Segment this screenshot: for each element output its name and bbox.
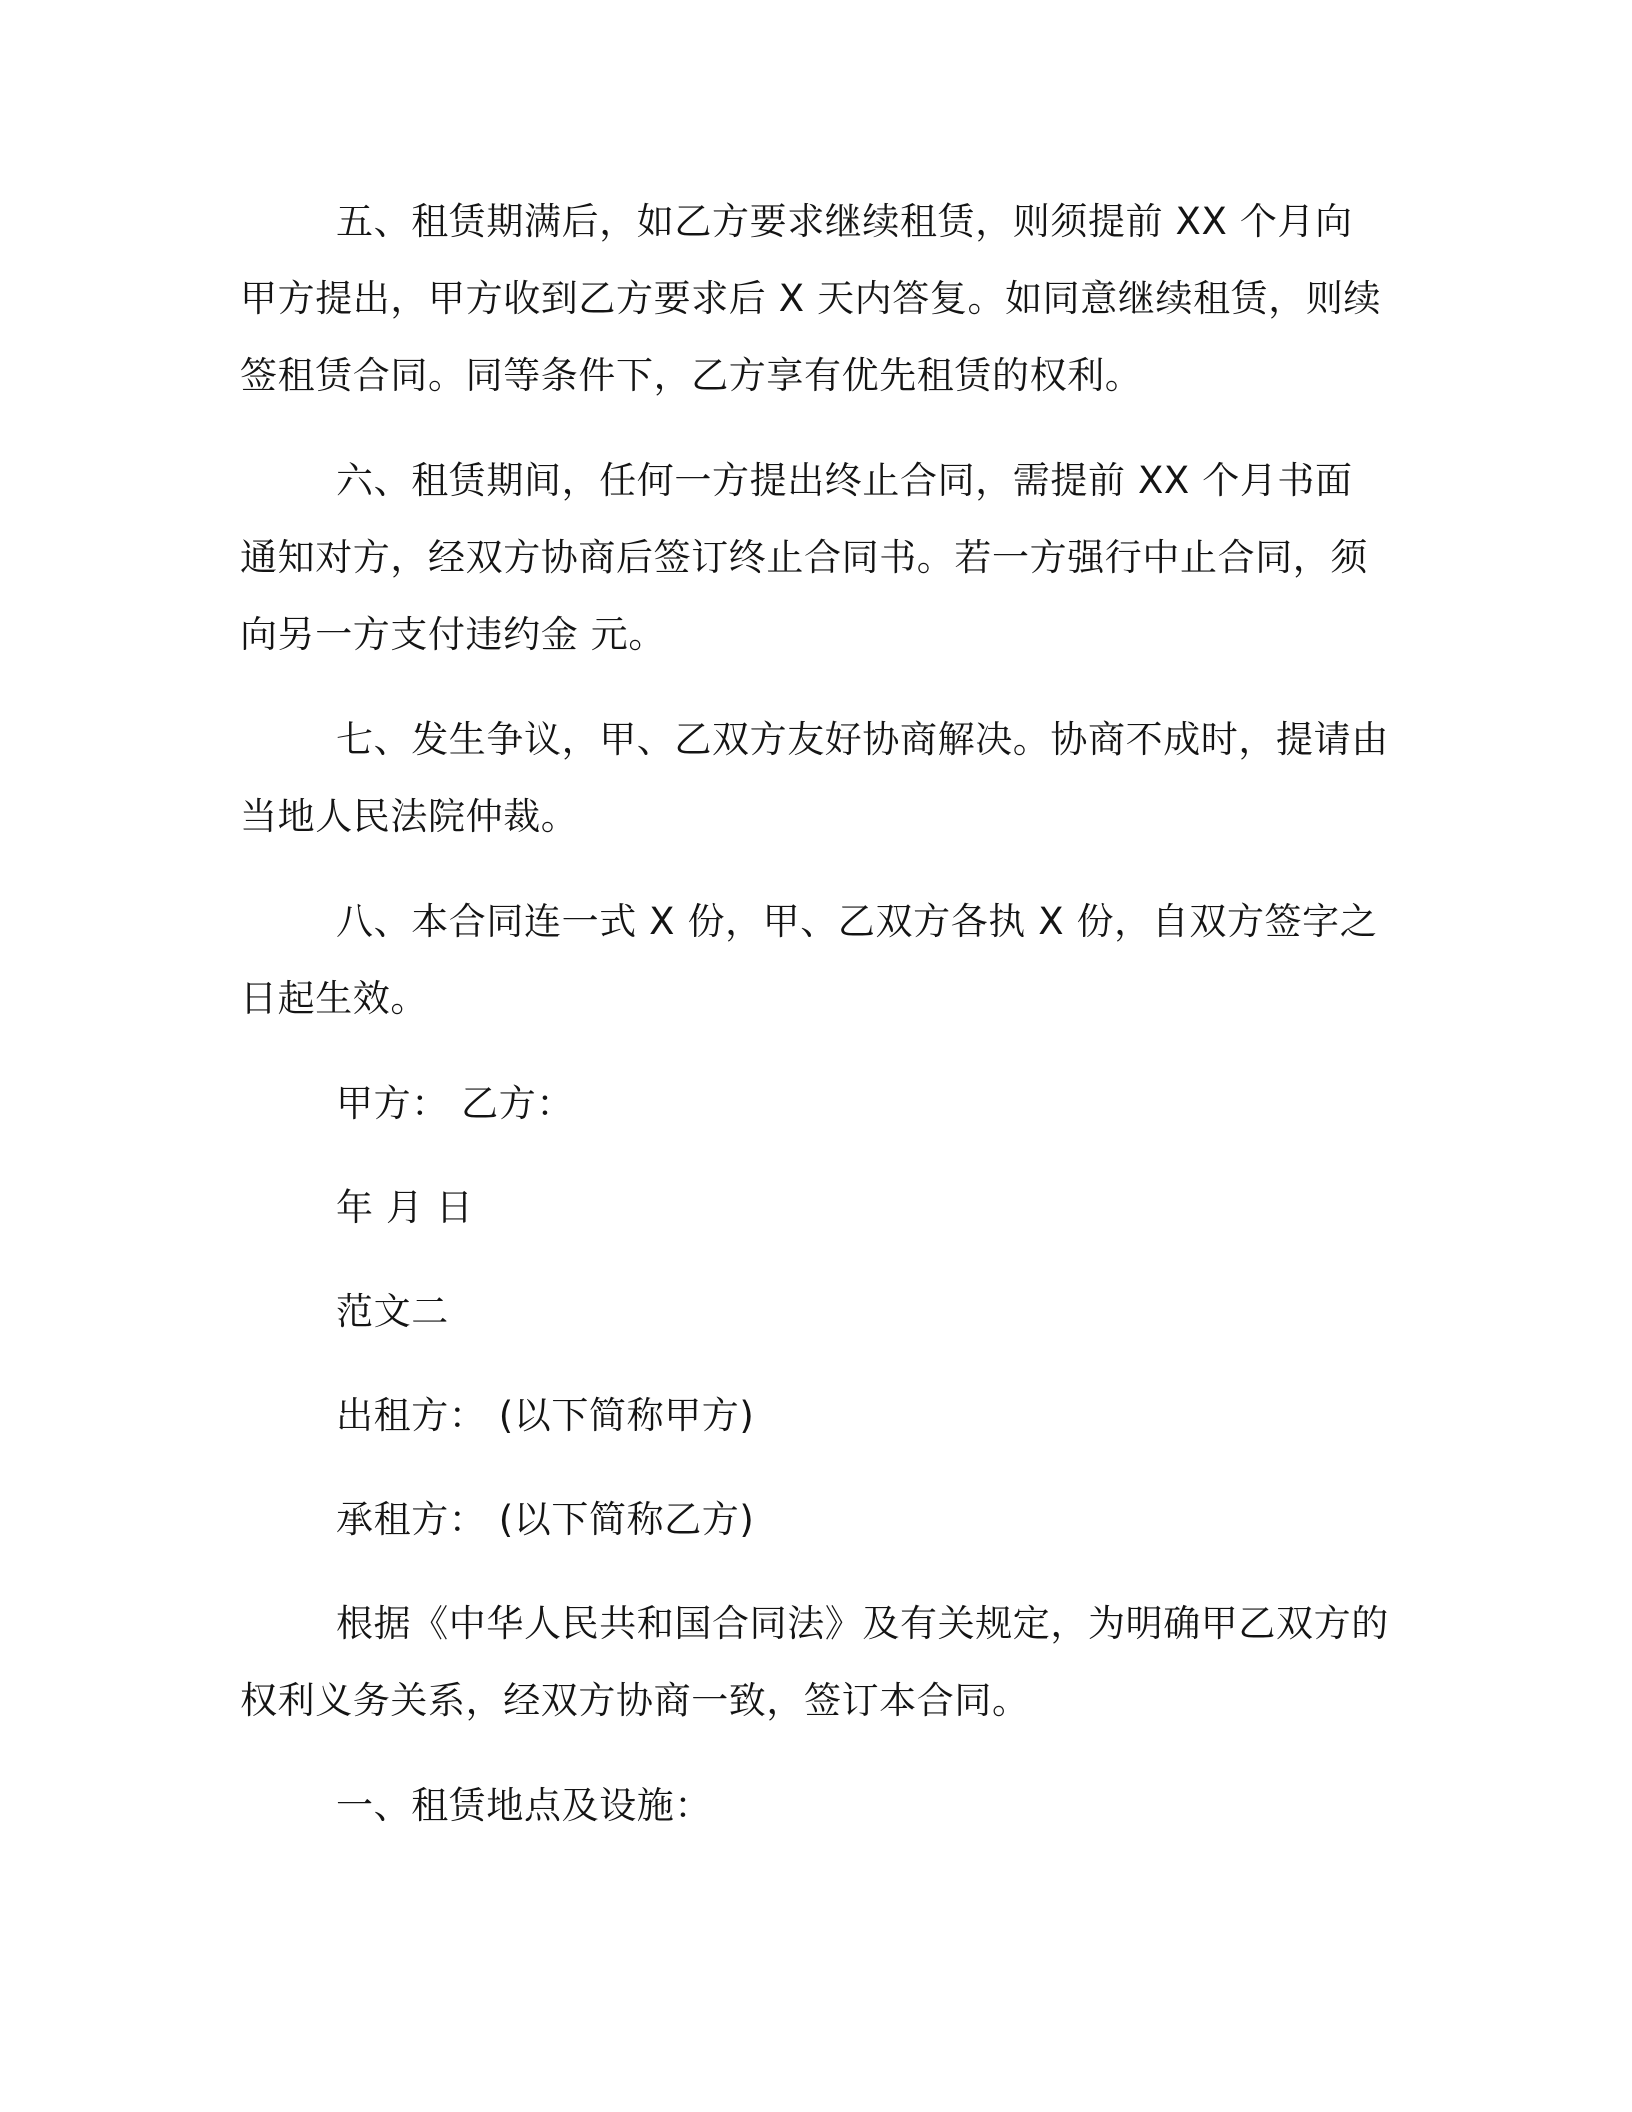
- clause-seven-dispute: 七、发生争议，甲、乙双方友好协商解决。协商不成时，提请由当地人民法院仲裁。: [240, 718, 1389, 838]
- lessor-line: 出租方： (以下简称甲方): [336, 1394, 755, 1437]
- clause-five-renewal: 五、租赁期满后，如乙方要求继续租赁，则须提前 XX 个月向甲方提出，甲方收到乙方要求后 X 天内答复。如同意继续租赁，则续签租赁合同。同等条件下，乙方享有优先租赁的权利。: [240, 200, 1382, 397]
- signature-date: 年 月 日: [336, 1186, 474, 1229]
- clause-one-location-heading: 一、租赁地点及设施：: [336, 1784, 712, 1827]
- sample-two-heading: 范文二: [336, 1290, 449, 1333]
- clause-eight-copies: 八、本合同连一式 X 份，甲、乙双方各执 X 份，自双方签字之日起生效。: [240, 900, 1378, 1020]
- clause-six-termination: 六、租赁期间，任何一方提出终止合同，需提前 XX 个月书面通知对方，经双方协商后签订终止合同书。若一方强行中止合同，须向另一方支付违约金 元。: [240, 459, 1368, 656]
- preamble: 根据《中华人民共和国合同法》及有关规定，为明确甲乙双方的权利义务关系，经双方协商一致，签订本合同。: [240, 1602, 1389, 1722]
- document-body: [240, 183, 1390, 1844]
- lessee-line: 承租方： (以下简称乙方): [336, 1498, 755, 1541]
- signature-parties: 甲方： 乙方：: [336, 1082, 574, 1125]
